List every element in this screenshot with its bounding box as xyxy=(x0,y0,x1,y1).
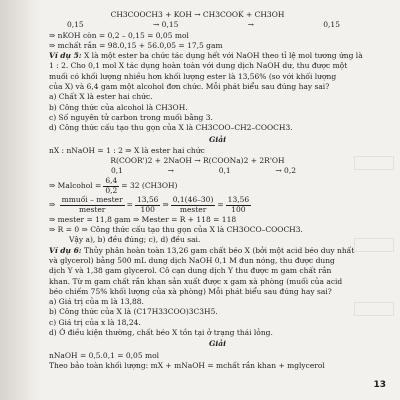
fraction xyxy=(135,196,160,214)
eq-value: 0,1 xyxy=(218,166,231,176)
equation-values xyxy=(49,20,386,30)
option-item: d) Ở điều kiện thường, chất béo X tồn tại ở trạng thái lỏng. xyxy=(49,328,273,338)
numerator: 0,1(46–30) xyxy=(172,195,214,205)
fraction xyxy=(226,196,251,214)
text-line: Thủy phân hoàn toàn 13,26 gam chất béo X (bởi một acid béo duy nhất xyxy=(81,245,355,255)
math-text: = 32 (CH3OH) xyxy=(121,181,178,191)
fraction xyxy=(60,196,125,214)
denominator: 100 xyxy=(140,204,155,214)
eq-value: 0,15 xyxy=(323,20,340,30)
option-item: b) Công thức của alcohol là CH3OH. xyxy=(49,102,188,112)
text-line: béo chiếm 75% khối lượng của xà phòng) Mỗi phát biểu sau đúng hay sai? xyxy=(49,286,332,296)
numerator: mmuối – mester xyxy=(61,195,123,205)
numerator: 6,4 xyxy=(105,176,118,186)
option-item: a) Chất X là ester hai chức. xyxy=(49,92,153,102)
example-label: Ví dụ 5: xyxy=(49,51,82,61)
denominator: 100 xyxy=(231,204,246,214)
text-line: 1 : 2. Cho 0,1 mol X tác dụng hoàn toàn với dung dịch NaOH dư, thu được một xyxy=(49,61,348,71)
option-item: c) Giá trị của x là 18,24. xyxy=(49,317,141,327)
text-line: ⇒ R = 0 ⇒ Công thức cấu tạo thu gọn của X là CH3OCO–COOCH3. xyxy=(49,225,303,235)
example-label: Ví dụ 6: xyxy=(49,245,82,255)
option-item: c) Số nguyên tử carbon trong muối bằng 3. xyxy=(49,112,213,122)
math-text: ⇒ xyxy=(49,200,58,210)
text-line: dịch Y và 1,38 gam glycerol. Cô cạn dung dịch Y thu được m gam chất rắn xyxy=(49,266,332,276)
fraction xyxy=(171,196,216,214)
eq-value: → 0,2 xyxy=(275,166,296,176)
eq-value: → xyxy=(167,166,174,176)
text-line: của X) và 6,4 gam một alcohol đơn chức. Mỗi phát biểu sau đúng hay sai? xyxy=(49,82,330,92)
page-number: 13 xyxy=(373,379,386,390)
denominator: 0,2 xyxy=(105,185,118,195)
equation-values xyxy=(49,166,386,176)
math-text: = xyxy=(217,200,224,210)
example-6-intro xyxy=(49,246,386,256)
text-line: Vậy a), b) đều đúng; c), d) đều sai. xyxy=(69,235,201,245)
solution-heading: Giải xyxy=(209,134,226,144)
text-line: Theo bảo toàn khối lượng: mX + mNaOH = mchất rắn khan + mglycerol xyxy=(49,360,325,370)
alcohol-molar-mass xyxy=(49,177,386,196)
equation-line: CH3COOCH3 + KOH → CH3COOK + CH3OH xyxy=(110,10,285,19)
text-line: ⇒ mester = 11,8 gam ⇒ Mester = R + 118 = 118 xyxy=(49,214,237,224)
eq-value: 0,15 xyxy=(67,20,84,30)
fraction xyxy=(103,177,119,195)
option-item: d) Công thức cấu tạo thu gọn của X là CH3COO–CH2–COOCH3. xyxy=(49,123,293,133)
text-line: X là một ester ba chức tác dụng hết với NaOH theo tỉ lệ mol tương ứng là xyxy=(81,51,363,61)
equation-line: R(COOR')2 + 2NaOH → R(COONa)2 + 2R'OH xyxy=(110,156,285,166)
math-text: ⇒ xyxy=(162,200,169,210)
eq-value: 0,1 xyxy=(111,166,123,176)
mass-ratio-equation xyxy=(49,196,386,215)
example-5-intro xyxy=(49,51,386,61)
text-line: nX : nNaOH = 1 : 2 ⇒ X là ester hai chức xyxy=(49,145,205,155)
text-line: và glycerol) bằng 500 mL dung dịch NaOH 0,1 M đun nóng, thu được dung xyxy=(49,255,335,265)
text-line: muối có khối lượng nhiều hơn khối lượng ester là 13,56% (so với khối lượng xyxy=(49,71,337,81)
denominator: mester xyxy=(179,204,207,214)
text-line: ⇒ mchất rắn = 98.0,15 + 56.0,05 = 17,5 gam xyxy=(49,40,223,50)
option-item: b) Công thức của X là (C17H33COO)3C3H5. xyxy=(49,307,218,317)
eq-value: → 0,15 xyxy=(153,20,179,30)
solution-heading: Giải xyxy=(209,339,226,349)
denominator: mester xyxy=(78,204,106,214)
text-line: khan. Từ m gam chất rắn khan sản xuất được x gam xà phòng (muối của acid xyxy=(49,276,343,286)
eq-value: → xyxy=(247,20,254,30)
option-item: a) Giá trị của m là 13,88. xyxy=(49,297,144,307)
math-text: ⇒ Malcohol = xyxy=(49,181,102,191)
numerator: 13,56 xyxy=(227,195,250,205)
numerator: 13,56 xyxy=(136,195,159,205)
text-line: nNaOH = 0,5.0,1 = 0,05 mol xyxy=(49,350,160,360)
math-text: = xyxy=(126,200,133,210)
text-line: ⇒ nKOH còn = 0,2 – 0,15 = 0,05 mol xyxy=(49,30,189,40)
